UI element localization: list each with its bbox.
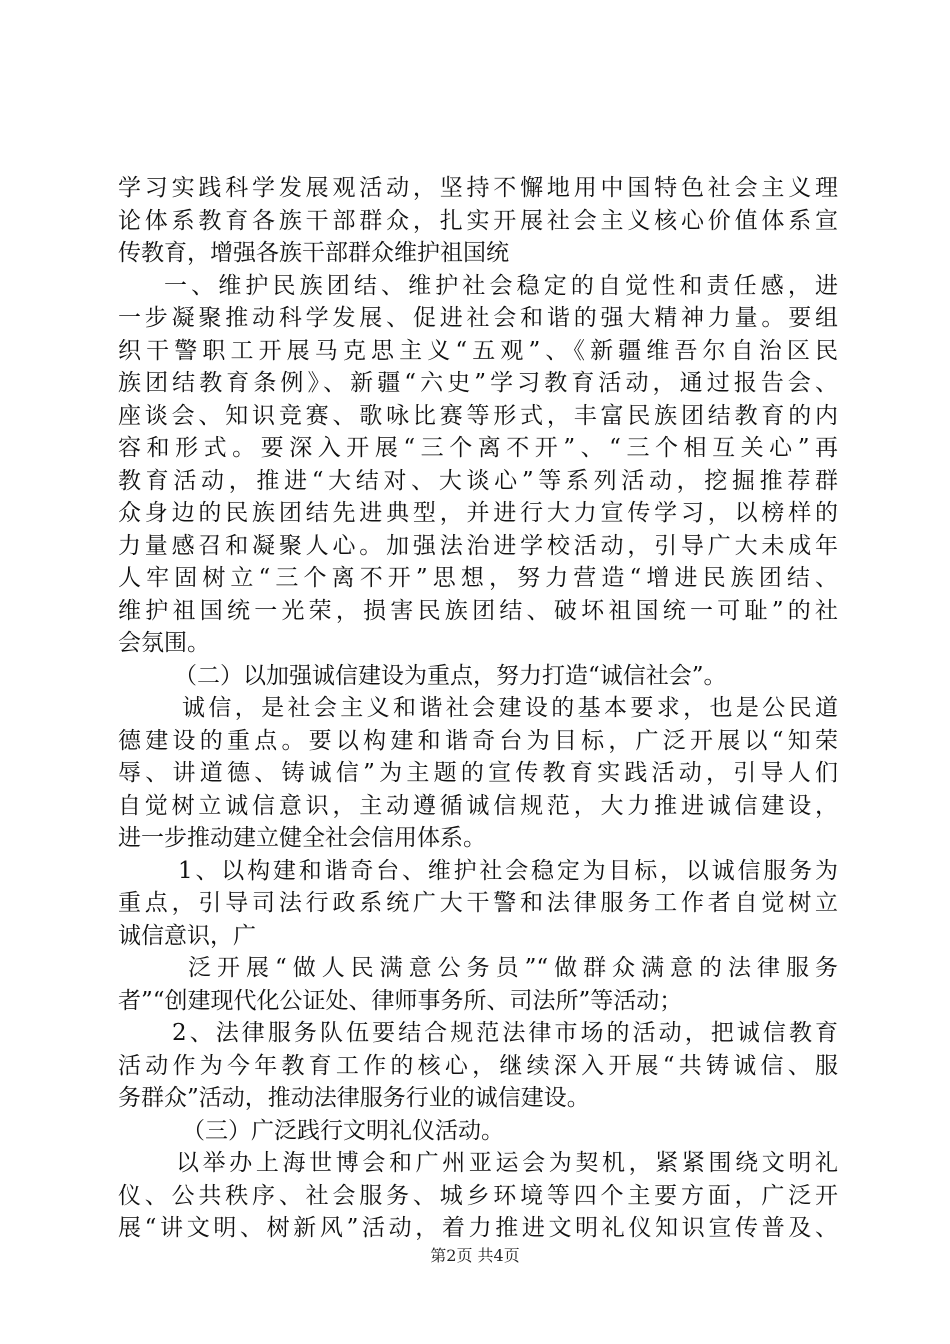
- document-line: 一步凝聚推动科学发展、促进社会和谐的强大精神力量。要组: [118, 305, 838, 331]
- document-line: 容和形式。要深入开展“三个离不开”、“三个相互关心”再: [118, 435, 838, 461]
- document-line: 1、以构建和谐奇台、维护社会稳定为目标，以诚信服务为: [178, 857, 838, 884]
- document-line: 2、法律服务队伍要结合规范法律市场的活动，把诚信教育: [172, 1020, 838, 1046]
- document-line: 人牢固树立“三个离不开”思想，努力营造“增进民族团结、: [118, 565, 838, 591]
- document-line: 座谈会、知识竞赛、歌咏比赛等形式，丰富民族团结教育的内: [118, 402, 838, 429]
- document-line: （三）广泛践行文明礼仪活动。: [182, 1117, 504, 1144]
- document-line: 教育活动，推进“大结对、大谈心”等系列活动，挖掘推荐群: [118, 467, 838, 494]
- document-line: 以举办上海世博会和广州亚运会为契机，紧紧围绕文明礼: [176, 1150, 838, 1176]
- document-line: 织干警职工开展马克思主义“五观”、《新疆维吾尔自治区民: [118, 337, 838, 364]
- document-line: 一、维护民族团结、维护社会稳定的自觉性和责任感，进: [164, 272, 838, 299]
- document-line: 仪、公共秩序、社会服务、城乡环境等四个主要方面，广泛开: [118, 1182, 838, 1209]
- document-line: 泛开展“做人民满意公务员”“做群众满意的法律服务: [188, 955, 838, 981]
- document-line: 众身边的民族团结先进典型，并进行大力宣传学习，以榜样的: [118, 500, 838, 526]
- document-line: 维护祖国统一光荣，损害民族团结、破坏祖国统一可耻”的社: [118, 597, 838, 624]
- document-line: 自觉树立诚信意识，主动遵循诚信规范，大力推进诚信建设，: [118, 792, 838, 819]
- document-line: 进一步推动建立健全社会信用体系。: [118, 825, 486, 851]
- document-line: 展“讲文明、树新风”活动，着力推进文明礼仪知识宣传普及、: [118, 1215, 838, 1241]
- document-line: 重点，引导司法行政系统广大干警和法律服务工作者自觉树立: [118, 890, 838, 916]
- document-body: [118, 172, 838, 1245]
- document-line: 者”“创建现代化公证处、律师事务所、司法所”等活动；: [118, 987, 683, 1014]
- document-line: 辱、讲道德、铸诚信”为主题的宣传教育实践活动，引导人们: [118, 760, 838, 786]
- document-line: 会氛围。: [118, 630, 210, 656]
- document-line: 务群众”活动，推动法律服务行业的诚信建设。: [118, 1085, 590, 1111]
- document-line: 力量感召和凝聚人心。加强法治进学校活动，引导广大未成年: [118, 532, 838, 559]
- document-line: 族团结教育条例》、新疆“六史”学习教育活动，通过报告会、: [118, 370, 838, 396]
- document-line: 诚信，是社会主义和谐社会建设的基本要求，也是公民道: [182, 695, 838, 721]
- document-line: 德建设的重点。要以构建和谐奇台为目标，广泛开展以“知荣: [118, 727, 838, 754]
- document-line: 诚信意识，广: [118, 922, 256, 949]
- document-line: 论体系教育各族干部群众，扎实开展社会主义核心价值体系宣: [118, 207, 838, 234]
- document-line: 学习实践科学发展观活动，坚持不懈地用中国特色社会主义理: [118, 175, 838, 201]
- document-line: 活动作为今年教育工作的核心，继续深入开展“共铸诚信、服: [118, 1052, 838, 1079]
- document-line: （二）以加强诚信建设为重点，努力打造“诚信社会”。: [174, 662, 727, 689]
- page-footer: 第2页 共4页: [430, 1246, 520, 1265]
- document-line: 传教育，增强各族干部群众维护祖国统: [118, 240, 509, 266]
